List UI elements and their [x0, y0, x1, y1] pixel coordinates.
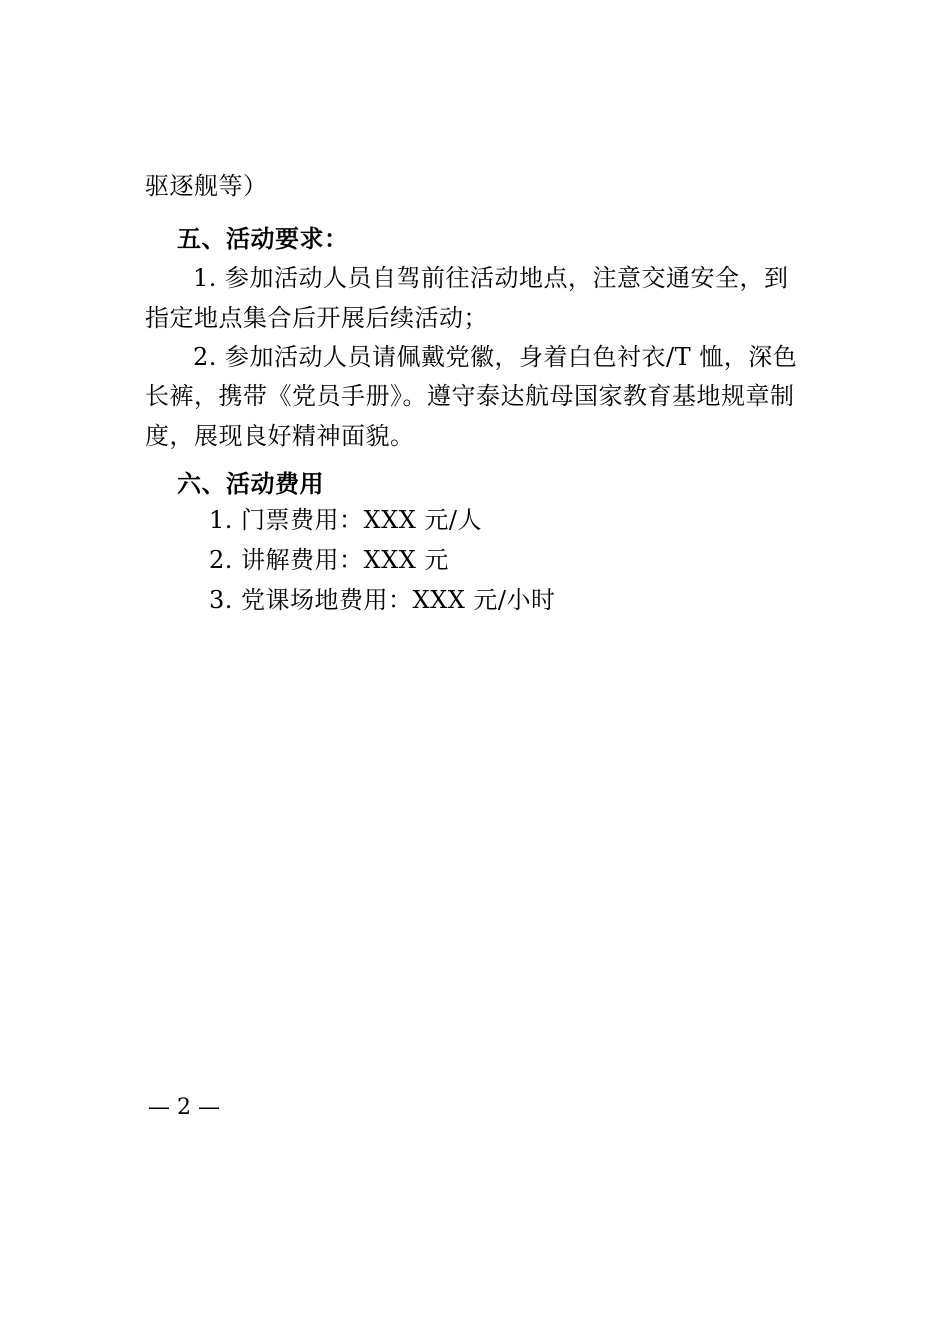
section5-item1-line2: 指定地点集合后开展后续活动；: [145, 304, 488, 332]
section6-item-guide: 2. 讲解费用：XXX 元: [209, 546, 449, 574]
section5-item1-line1: 1. 参加活动人员自驾前往活动地点，注意交通安全，到: [193, 264, 789, 292]
section5-item2-line1: 2. 参加活动人员请佩戴党徽，身着白色衬衣/T 恤，深色: [193, 343, 798, 371]
section6-heading: 六、活动费用: [177, 470, 324, 498]
section6-item-ticket: 1. 门票费用：XXX 元/人: [209, 506, 482, 534]
section5-heading: 五、活动要求：: [177, 225, 349, 253]
section5-item2-line3: 度，展现良好精神面貌。: [145, 422, 415, 450]
section6-item-venue: 3. 党课场地费用：XXX 元/小时: [209, 586, 556, 614]
continuation-text: 驱逐舰等）: [145, 172, 268, 200]
page-number: — 2 —: [148, 1095, 220, 1120]
section5-item2-line2: 长裤，携带《党员手册》。遵守泰达航母国家教育基地规章制: [145, 382, 795, 410]
